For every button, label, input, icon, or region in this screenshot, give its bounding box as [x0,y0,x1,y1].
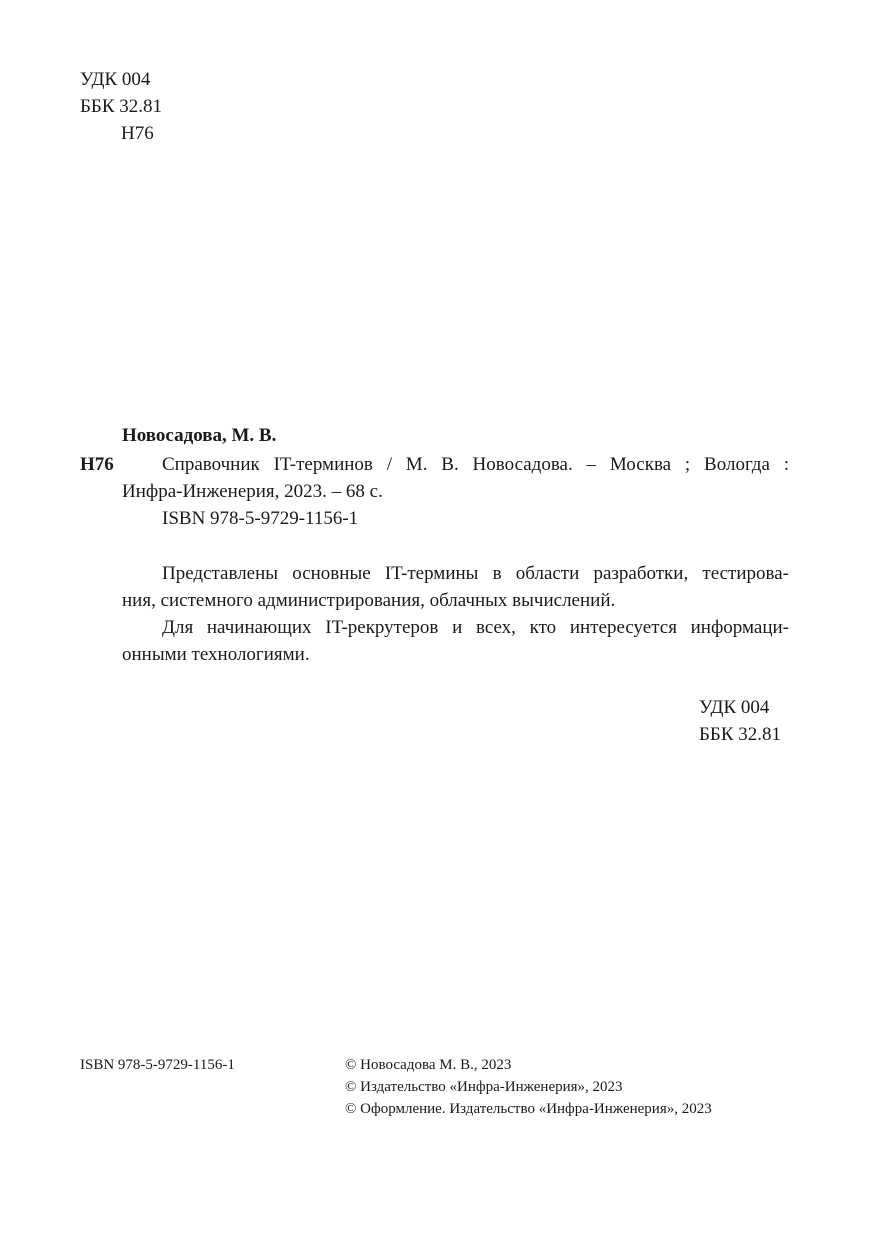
footer-isbn: ISBN 978-5-9729-1156-1 [80,1057,235,1073]
record-cutter-mark: Н76 [80,454,114,475]
record-description-line-1: Справочник IT-терминов / М. В. Новосадова. – Москва ; Вологда : [162,454,789,475]
bottom-udk-code: УДК 004 [699,697,770,718]
annotation-paragraph-1-line-2: ния, системного администрирования, облачных вычислений. [122,590,616,611]
top-udk-code: УДК 004 [80,69,151,90]
bottom-bbk-code: ББК 32.81 [699,724,781,745]
top-classification-block [80,66,162,147]
annotation-paragraph-1-line-1: Представлены основные IT-термины в области разработки, тестирова- [162,563,789,584]
copyright-block [345,1054,712,1120]
bottom-classification-block [699,694,781,748]
record-description-line-2: Инфра-Инженерия, 2023. – 68 с. [122,481,383,502]
top-bbk-code: ББК 32.81 [80,96,162,117]
annotation-paragraph-2-line-2: онными технологиями. [122,644,310,665]
copyright-design: © Оформление. Издательство «Инфра-Инженерия», 2023 [345,1101,712,1117]
record-author: Новосадова, М. В. [122,425,277,446]
annotation-paragraph-2-line-1: Для начинающих IT-рекрутеров и всех, кто интересуется информаци- [162,617,789,638]
top-cutter-mark: Н76 [121,123,154,144]
record-isbn: ISBN 978-5-9729-1156-1 [162,508,359,529]
copyright-publisher: © Издательство «Инфра-Инженерия», 2023 [345,1079,623,1095]
copyright-author: © Новосадова М. В., 2023 [345,1057,512,1073]
